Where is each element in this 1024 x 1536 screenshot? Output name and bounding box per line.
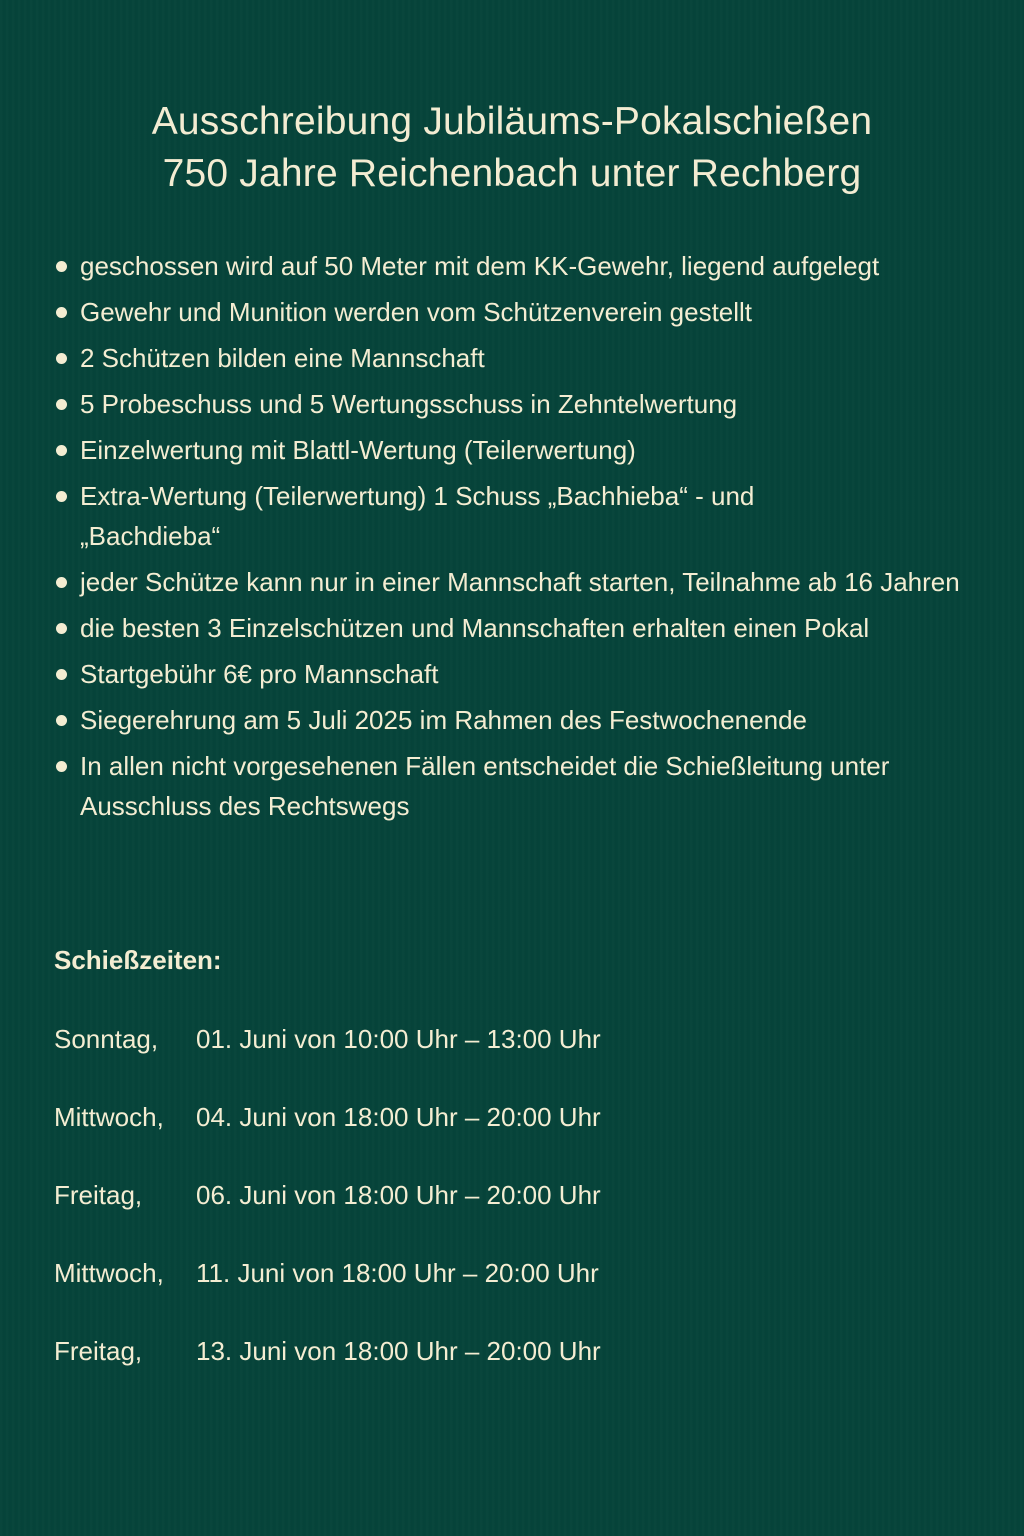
schedule-time: 04. Juni von 18:00 Uhr – 20:00 Uhr bbox=[196, 1102, 601, 1132]
rule-text: 5 Probeschuss und 5 Wertungsschuss in Zehntelwertung bbox=[80, 389, 738, 419]
bullet-icon bbox=[56, 669, 67, 680]
schedule-time: 13. Juni von 18:00 Uhr – 20:00 Uhr bbox=[196, 1336, 601, 1366]
schedule-day: Freitag, bbox=[54, 1336, 143, 1366]
schedule-time: 01. Juni von 10:00 Uhr – 13:00 Uhr bbox=[196, 1024, 601, 1054]
rule-text: geschossen wird auf 50 Meter mit dem KK-Gewehr, liegend aufgelegt bbox=[80, 251, 880, 281]
rule-item bbox=[54, 292, 999, 332]
rule-item bbox=[54, 654, 999, 694]
rule-item bbox=[54, 608, 999, 648]
rules-list bbox=[54, 246, 999, 832]
bullet-icon bbox=[56, 445, 67, 456]
rule-item bbox=[54, 476, 999, 556]
bullet-icon bbox=[56, 715, 67, 726]
bullet-icon bbox=[56, 399, 67, 410]
schedule-time: 06. Juni von 18:00 Uhr – 20:00 Uhr bbox=[196, 1180, 601, 1210]
schedule-day: Sonntag, bbox=[54, 1024, 159, 1054]
bullet-icon bbox=[56, 623, 67, 634]
rule-text: Einzelwertung mit Blattl-Wertung (Teilerwertung) bbox=[80, 435, 636, 465]
bullet-icon bbox=[56, 761, 67, 772]
rule-item bbox=[54, 700, 999, 740]
rule-item bbox=[54, 562, 999, 602]
rule-text: Siegerehrung am 5 Juli 2025 im Rahmen des Festwochenende bbox=[80, 705, 807, 735]
rule-item bbox=[54, 430, 999, 470]
bullet-icon bbox=[56, 307, 67, 318]
schedule-list bbox=[54, 1020, 601, 1410]
bullet-icon bbox=[56, 353, 67, 364]
schedule-entry bbox=[54, 1098, 601, 1176]
bullet-icon bbox=[56, 491, 67, 502]
rule-text: 2 Schützen bilden eine Mannschaft bbox=[80, 343, 485, 373]
rule-text: Extra-Wertung (Teilerwertung) 1 Schuss „Bachhieba“ - und „Bachdieba“ bbox=[80, 481, 755, 551]
schedule-day: Freitag, bbox=[54, 1180, 143, 1210]
rule-item bbox=[54, 384, 999, 424]
schedule-entry bbox=[54, 1176, 601, 1254]
rule-text: Gewehr und Munition werden vom Schützenverein gestellt bbox=[80, 297, 753, 327]
rule-item bbox=[54, 746, 999, 826]
schedule-entry bbox=[54, 1254, 601, 1332]
schedule-day: Mittwoch, bbox=[54, 1258, 164, 1288]
rule-text: Startgebühr 6€ pro Mannschaft bbox=[80, 659, 439, 689]
rule-text: In allen nicht vorgesehenen Fällen entscheidet die Schießleitung unter Ausschluss des Rechtswegs bbox=[80, 751, 890, 821]
schedule-day: Mittwoch, bbox=[54, 1102, 164, 1132]
schedule-entry bbox=[54, 1332, 601, 1410]
title-line-2: 750 Jahre Reichenbach unter Rechberg bbox=[162, 152, 862, 195]
bullet-icon bbox=[56, 261, 67, 272]
rule-text: jeder Schütze kann nur in einer Mannschaft starten, Teilnahme ab 16 Jahren bbox=[80, 567, 960, 597]
page-title bbox=[0, 96, 1024, 200]
rule-text: die besten 3 Einzelschützen und Mannschaften erhalten einen Pokal bbox=[80, 613, 870, 643]
schedule-entry bbox=[54, 1020, 601, 1098]
rule-item bbox=[54, 246, 999, 286]
title-line-1: Ausschreibung Jubiläums-Pokalschießen bbox=[151, 100, 873, 143]
bullet-icon bbox=[56, 577, 67, 588]
schedule-heading: Schießzeiten: bbox=[54, 945, 222, 975]
rule-item bbox=[54, 338, 999, 378]
schedule-time: 11. Juni von 18:00 Uhr – 20:00 Uhr bbox=[196, 1258, 599, 1288]
